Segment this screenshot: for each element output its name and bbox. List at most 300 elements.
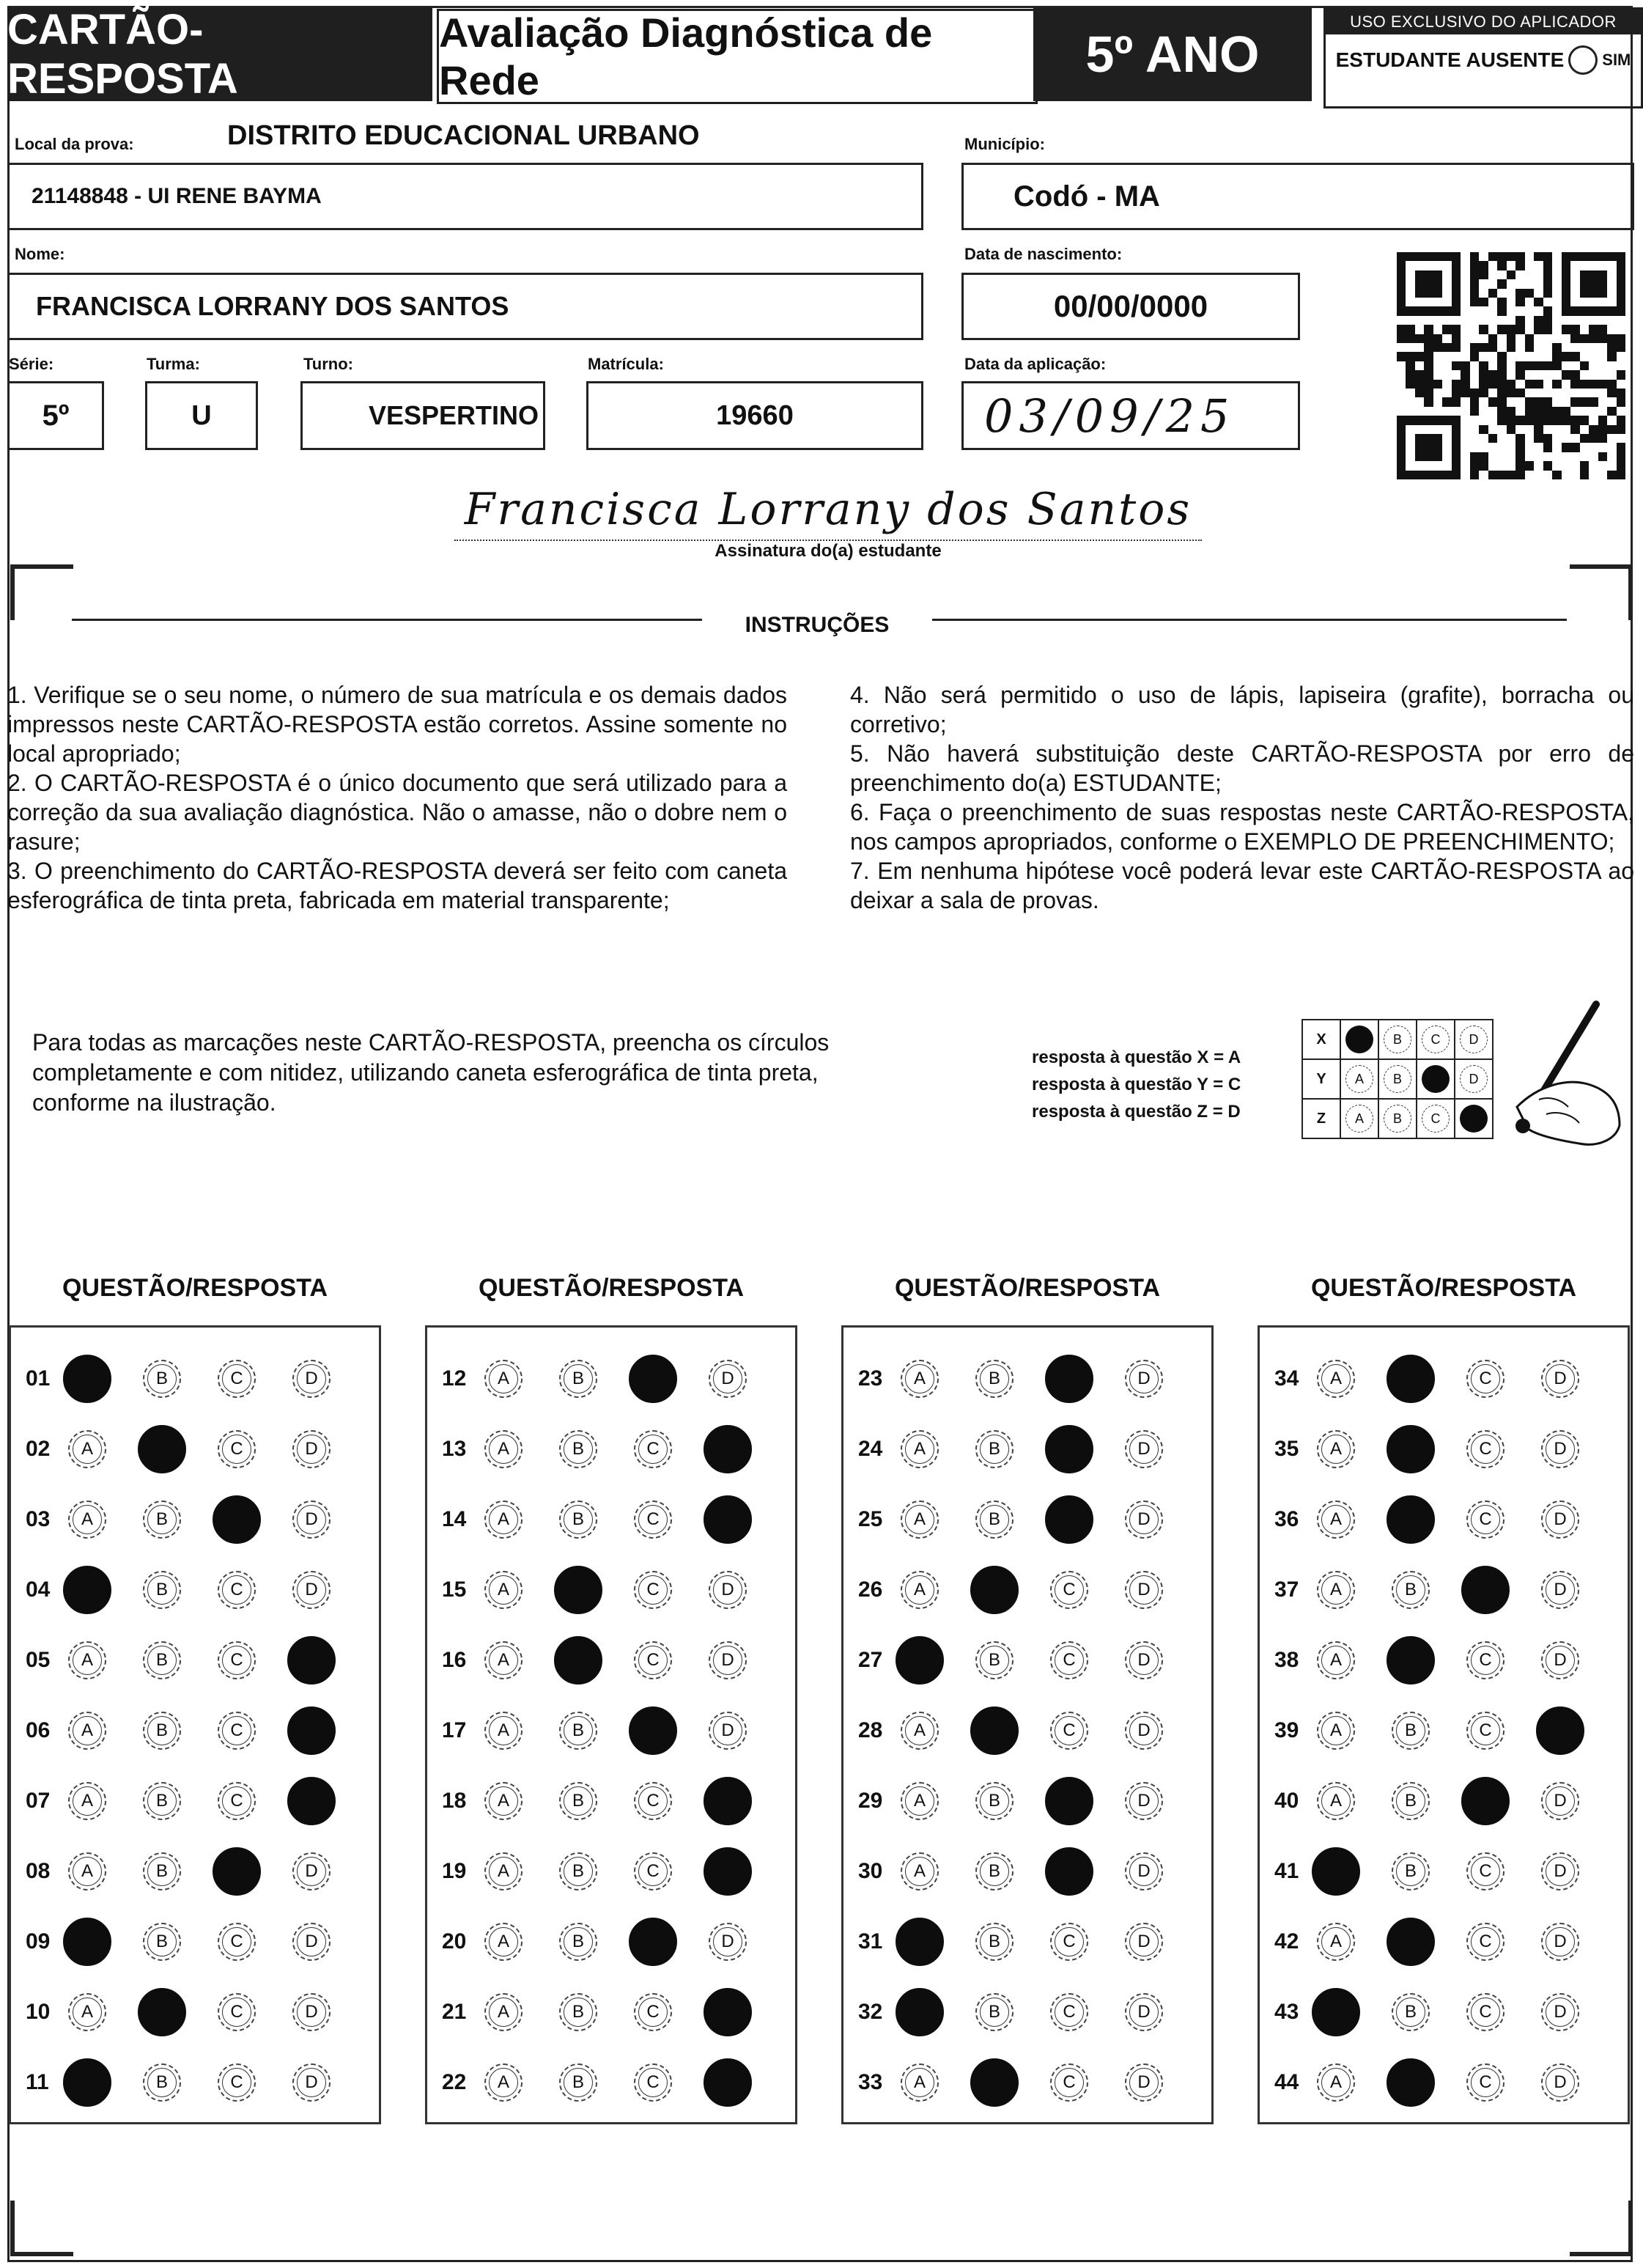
- qr-module: [1617, 343, 1625, 352]
- qr-module: [1461, 434, 1469, 443]
- answer-bubble-b[interactable]: [143, 2063, 181, 2102]
- answer-bubble-a[interactable]: [63, 1918, 111, 1966]
- bubble-letter: [713, 1786, 742, 1816]
- answer-bubble-d[interactable]: [1125, 2063, 1163, 2102]
- answer-bubble-c[interactable]: [634, 1430, 672, 1468]
- answer-bubble-d[interactable]: [1125, 1360, 1163, 1398]
- qr-module: [1507, 298, 1515, 306]
- answer-bubble-d[interactable]: [292, 1501, 331, 1539]
- answer-bubble-b[interactable]: [975, 1923, 1014, 1961]
- qr-module: [1589, 434, 1598, 443]
- bubble-letter: D: [297, 1927, 326, 1956]
- answer-bubble-c[interactable]: [1045, 1425, 1093, 1473]
- answer-bubble-a[interactable]: [63, 2058, 111, 2107]
- qr-module: [1589, 270, 1598, 279]
- qr-module: [1617, 397, 1625, 406]
- answer-bubble-b[interactable]: [1387, 1495, 1435, 1544]
- bubble-letter: C: [1055, 1646, 1084, 1675]
- answer-bubble-d[interactable]: [709, 1923, 747, 1961]
- answer-bubble-a[interactable]: [1317, 2063, 1355, 2102]
- answer-bubble-a[interactable]: [68, 1501, 106, 1539]
- answer-bubble-c[interactable]: [1050, 1641, 1088, 1679]
- answer-bubble-d[interactable]: [709, 1571, 747, 1609]
- answer-bubble-d[interactable]: [704, 1847, 752, 1896]
- answer-bubble-c[interactable]: [213, 1847, 261, 1896]
- bubble-letter: [713, 1998, 742, 2027]
- answer-bubble-d[interactable]: [292, 1852, 331, 1890]
- answer-bubble-d[interactable]: [292, 1360, 331, 1398]
- qr-module: [1543, 361, 1552, 370]
- qr-module: [1479, 261, 1488, 270]
- qr-module: [1433, 407, 1442, 416]
- answer-bubble-d[interactable]: [287, 1636, 336, 1685]
- bubble-letter: A: [73, 1505, 102, 1534]
- answer-column-1: [9, 1325, 381, 2124]
- answer-bubble-c[interactable]: [1466, 1993, 1504, 2031]
- answer-bubble-c[interactable]: [634, 1571, 672, 1609]
- qr-module: [1515, 279, 1524, 288]
- answer-bubble-b[interactable]: [559, 1782, 597, 1820]
- qr-module: [1470, 370, 1479, 379]
- answer-bubble-c[interactable]: [1045, 1777, 1093, 1825]
- qr-module: [1525, 370, 1534, 379]
- answer-bubble-c[interactable]: [1466, 1923, 1504, 1961]
- qr-module: [1442, 334, 1451, 343]
- answer-bubble-a[interactable]: [1317, 1430, 1355, 1468]
- qr-module: [1461, 361, 1469, 370]
- qr-module: [1452, 306, 1461, 315]
- question-number: 38: [1274, 1648, 1299, 1672]
- qr-module: [1580, 252, 1589, 261]
- aplicacao-field: 03/09/25: [961, 381, 1300, 450]
- qr-module: [1617, 452, 1625, 461]
- answer-bubble-c[interactable]: [218, 1571, 256, 1609]
- bubble-letter: D: [297, 1435, 326, 1464]
- example-row: [1302, 1099, 1493, 1138]
- answer-bubble-c[interactable]: [629, 1706, 677, 1755]
- answer-bubble-a[interactable]: [68, 1993, 106, 2031]
- answer-bubble-a[interactable]: [484, 1923, 523, 1961]
- bubble-letter: C: [1055, 1998, 1084, 2027]
- answer-bubble-a[interactable]: [901, 2063, 939, 2102]
- qr-module: [1507, 316, 1515, 325]
- answer-bubble-a[interactable]: [901, 1430, 939, 1468]
- qr-module: [1433, 471, 1442, 479]
- instructions-right-column: [850, 680, 1634, 915]
- answer-bubble-b[interactable]: [559, 1360, 597, 1398]
- answer-bubble-b[interactable]: [554, 1566, 602, 1614]
- answer-bubble-b[interactable]: [138, 1425, 186, 1473]
- answer-bubble-d[interactable]: [1541, 1571, 1579, 1609]
- answer-bubble-c[interactable]: [218, 1993, 256, 2031]
- answer-bubble-b[interactable]: [559, 1430, 597, 1468]
- absent-checkbox[interactable]: [1568, 45, 1598, 75]
- qr-module: [1461, 298, 1469, 306]
- qr-module: [1570, 343, 1579, 352]
- answer-bubble-a[interactable]: [68, 1782, 106, 1820]
- answer-bubble-b[interactable]: [143, 1360, 181, 1398]
- qr-module: [1552, 298, 1561, 306]
- qr-module: [1461, 334, 1469, 343]
- qr-module: [1552, 425, 1561, 434]
- qr-module: [1461, 471, 1469, 479]
- answer-bubble-d[interactable]: [1125, 1430, 1163, 1468]
- answer-bubble-b[interactable]: [554, 1636, 602, 1685]
- question-row: [11, 1638, 379, 1682]
- qr-module: [1607, 434, 1616, 443]
- qr-module: [1415, 370, 1424, 379]
- qr-module: [1534, 416, 1543, 424]
- answer-bubble-c[interactable]: [218, 2063, 256, 2102]
- answer-bubble-d[interactable]: [292, 2063, 331, 2102]
- answer-bubble-d[interactable]: [1541, 1641, 1579, 1679]
- qr-module: [1552, 416, 1561, 424]
- answer-bubble-c[interactable]: [634, 2063, 672, 2102]
- qr-module: [1552, 252, 1561, 261]
- answer-bubble-c[interactable]: [629, 1918, 677, 1966]
- bubble-letter: B: [980, 1646, 1009, 1675]
- qr-module: [1452, 279, 1461, 288]
- answer-bubble-d[interactable]: [1125, 1712, 1163, 1750]
- answer-bubble-b[interactable]: [975, 1641, 1014, 1679]
- answer-bubble-c[interactable]: [1466, 1430, 1504, 1468]
- answer-bubble-b[interactable]: [975, 1852, 1014, 1890]
- answer-bubble-d[interactable]: [1125, 1571, 1163, 1609]
- bubble-letter: D: [1129, 1505, 1159, 1534]
- bubble-letter: A: [905, 1716, 934, 1745]
- qr-module: [1589, 316, 1598, 325]
- qr-module: [1424, 461, 1433, 470]
- question-number: 23: [858, 1366, 883, 1391]
- qr-module: [1497, 325, 1506, 334]
- answer-bubble-a[interactable]: [68, 1852, 106, 1890]
- question-row: [11, 1779, 379, 1823]
- question-number: 07: [26, 1789, 51, 1813]
- answer-bubble-c[interactable]: [213, 1495, 261, 1544]
- answer-bubble-b[interactable]: [1387, 1918, 1435, 1966]
- answer-bubble-c[interactable]: [1466, 1852, 1504, 1890]
- answer-bubble-b[interactable]: [970, 1706, 1019, 1755]
- qr-module: [1617, 261, 1625, 270]
- answer-bubble-c[interactable]: [1466, 1360, 1504, 1398]
- answer-bubble-d[interactable]: [1125, 1501, 1163, 1539]
- bubble-letter: B: [564, 1364, 593, 1393]
- qr-module: [1570, 261, 1579, 270]
- answer-bubble-a[interactable]: [1312, 1847, 1360, 1896]
- answer-bubble-c[interactable]: [218, 1430, 256, 1468]
- qr-module: [1415, 434, 1424, 443]
- answer-bubble-d[interactable]: [709, 1360, 747, 1398]
- answer-bubble-b[interactable]: [1392, 1993, 1430, 2031]
- local-district: DISTRITO EDUCACIONAL URBANO: [227, 120, 700, 151]
- answer-bubble-c[interactable]: [1461, 1566, 1510, 1614]
- answer-bubble-a[interactable]: [1317, 1712, 1355, 1750]
- answer-bubble-a[interactable]: [484, 1641, 523, 1679]
- qr-module: [1525, 316, 1534, 325]
- answer-bubble-a[interactable]: [901, 1712, 939, 1750]
- answer-bubble-a[interactable]: [901, 1571, 939, 1609]
- answer-bubble-d[interactable]: [292, 1993, 331, 2031]
- answer-bubble-c[interactable]: [1045, 1847, 1093, 1896]
- answer-bubble-c[interactable]: [218, 1641, 256, 1679]
- answer-bubble-a[interactable]: [484, 1571, 523, 1609]
- answer-bubble-c[interactable]: [218, 1712, 256, 1750]
- answer-bubble-a[interactable]: [63, 1566, 111, 1614]
- answer-bubble-a[interactable]: [68, 1712, 106, 1750]
- answer-bubble-a[interactable]: [484, 1360, 523, 1398]
- answer-bubble-c[interactable]: [1050, 2063, 1088, 2102]
- qr-module: [1607, 261, 1616, 270]
- answer-bubble-d[interactable]: [704, 1777, 752, 1825]
- qr-module: [1589, 352, 1598, 361]
- answer-bubble-d[interactable]: [1541, 1360, 1579, 1398]
- answer-bubble-b[interactable]: [1387, 1355, 1435, 1403]
- example-cell: [1455, 1099, 1493, 1138]
- answer-bubble-a[interactable]: [896, 1918, 944, 1966]
- answer-bubble-b[interactable]: [143, 1782, 181, 1820]
- answer-bubble-a[interactable]: [484, 1852, 523, 1890]
- answer-bubble-a[interactable]: [1317, 1782, 1355, 1820]
- answer-bubble-a[interactable]: [484, 1430, 523, 1468]
- answer-bubble-a[interactable]: [63, 1355, 111, 1403]
- answer-bubble-d[interactable]: [1125, 1923, 1163, 1961]
- qr-module: [1406, 270, 1414, 279]
- answer-bubble-b[interactable]: [138, 1988, 186, 2036]
- question-row: [11, 1568, 379, 1612]
- qr-module: [1543, 270, 1552, 279]
- answer-bubble-d[interactable]: [287, 1706, 336, 1755]
- qr-module: [1497, 306, 1506, 315]
- qr-module: [1442, 279, 1451, 288]
- qr-module: [1525, 279, 1534, 288]
- qr-module: [1488, 261, 1497, 270]
- bubble-letter: [222, 1505, 251, 1534]
- answer-bubble-c[interactable]: [1050, 1923, 1088, 1961]
- qr-module: [1598, 325, 1607, 334]
- answer-bubble-b[interactable]: [559, 1852, 597, 1890]
- answer-bubble-a[interactable]: [1317, 1571, 1355, 1609]
- qr-module: [1470, 316, 1479, 325]
- answer-bubble-b[interactable]: [143, 1641, 181, 1679]
- answer-bubble-d[interactable]: [1541, 1923, 1579, 1961]
- answer-bubble-a[interactable]: [901, 1501, 939, 1539]
- example-cell: [1340, 1099, 1378, 1138]
- answer-bubble-b[interactable]: [1392, 1782, 1430, 1820]
- bubble-letter: C: [638, 2068, 668, 2097]
- answer-bubble-b[interactable]: [975, 1430, 1014, 1468]
- answer-bubble-a[interactable]: [1312, 1988, 1360, 2036]
- answer-bubble-b[interactable]: [1387, 1636, 1435, 1685]
- answer-bubble-d[interactable]: [1125, 1782, 1163, 1820]
- answer-bubble-d[interactable]: [1125, 1852, 1163, 1890]
- qr-module: [1580, 334, 1589, 343]
- answer-bubble-c[interactable]: [634, 1641, 672, 1679]
- answer-bubble-c[interactable]: [634, 1993, 672, 2031]
- qr-module: [1415, 397, 1424, 406]
- answer-bubble-d[interactable]: [1541, 1782, 1579, 1820]
- answer-bubble-c[interactable]: [1461, 1777, 1510, 1825]
- answer-bubble-b[interactable]: [1387, 1425, 1435, 1473]
- answer-bubble-c[interactable]: [1045, 1355, 1093, 1403]
- answer-bubble-a[interactable]: [484, 2063, 523, 2102]
- answer-bubble-b[interactable]: [1392, 1852, 1430, 1890]
- answer-bubble-b[interactable]: [975, 1501, 1014, 1539]
- answer-bubble-d[interactable]: [1541, 1501, 1579, 1539]
- answer-bubble-a[interactable]: [1317, 1641, 1355, 1679]
- qr-module: [1507, 434, 1515, 443]
- answer-bubble-a[interactable]: [1317, 1360, 1355, 1398]
- answer-bubble-b[interactable]: [559, 1501, 597, 1539]
- answer-bubble-b[interactable]: [970, 2058, 1019, 2107]
- bubble-letter: B: [564, 1998, 593, 2027]
- bubble-letter: D: [1129, 1927, 1159, 1956]
- answer-bubble-d[interactable]: [704, 2058, 752, 2107]
- answer-bubble-a[interactable]: [1317, 1501, 1355, 1539]
- bubble-letter: [297, 1646, 326, 1675]
- answer-bubble-d[interactable]: [1541, 1430, 1579, 1468]
- answer-bubble-d[interactable]: [292, 1923, 331, 1961]
- question-row: [1260, 1849, 1628, 1893]
- answer-bubble-d[interactable]: [1536, 1706, 1584, 1755]
- qr-module: [1507, 397, 1515, 406]
- question-row: [1260, 1638, 1628, 1682]
- title-avaliacao: Avaliação Diagnóstica de Rede: [437, 9, 1038, 104]
- question-number: 39: [1274, 1718, 1299, 1742]
- answer-bubble-c[interactable]: [1050, 1712, 1088, 1750]
- answer-bubble-a[interactable]: [68, 1430, 106, 1468]
- answer-bubble-c[interactable]: [218, 1923, 256, 1961]
- example-cell: [1378, 1099, 1417, 1138]
- answer-bubble-d[interactable]: [1125, 1993, 1163, 2031]
- answer-bubble-a[interactable]: [901, 1852, 939, 1890]
- answer-bubble-d[interactable]: [1125, 1641, 1163, 1679]
- answer-bubble-a[interactable]: [484, 1712, 523, 1750]
- answer-bubble-b[interactable]: [143, 1501, 181, 1539]
- question-number: 12: [442, 1366, 467, 1391]
- answer-bubble-c[interactable]: [1050, 1571, 1088, 1609]
- answer-bubble-c[interactable]: [1466, 1501, 1504, 1539]
- qr-module: [1488, 370, 1497, 379]
- qr-module: [1562, 298, 1570, 306]
- answer-bubble-a[interactable]: [484, 1501, 523, 1539]
- qr-module: [1470, 325, 1479, 334]
- answer-bubble-b[interactable]: [1392, 1571, 1430, 1609]
- qr-module: [1589, 334, 1598, 343]
- answer-bubble-b[interactable]: [559, 2063, 597, 2102]
- answer-bubble-b[interactable]: [1387, 2058, 1435, 2107]
- qr-module: [1515, 270, 1524, 279]
- qr-module: [1562, 389, 1570, 397]
- qr-module: [1562, 471, 1570, 479]
- bubble-letter: [638, 1364, 668, 1393]
- qr-module: [1406, 343, 1414, 352]
- qr-module: [1607, 361, 1616, 370]
- bubble-letter: C: [1471, 1716, 1500, 1745]
- answer-bubble-b[interactable]: [1392, 1712, 1430, 1750]
- answer-bubble-c[interactable]: [1466, 2063, 1504, 2102]
- question-number: 03: [26, 1507, 51, 1531]
- answer-bubble-b[interactable]: [143, 1571, 181, 1609]
- answer-bubble-c[interactable]: [634, 1501, 672, 1539]
- answer-bubble-b[interactable]: [970, 1566, 1019, 1614]
- qr-module: [1534, 289, 1543, 298]
- bubble-letter: A: [1321, 1364, 1351, 1393]
- answer-bubble-c[interactable]: [1466, 1641, 1504, 1679]
- answer-bubble-b[interactable]: [559, 1712, 597, 1750]
- qr-module: [1589, 452, 1598, 461]
- answer-bubble-b[interactable]: [143, 1923, 181, 1961]
- answer-bubble-d[interactable]: [1541, 1993, 1579, 2031]
- answer-bubble-a[interactable]: [901, 1782, 939, 1820]
- answer-bubble-c[interactable]: [1466, 1712, 1504, 1750]
- answer-bubble-a[interactable]: [484, 1782, 523, 1820]
- answer-bubble-d[interactable]: [704, 1495, 752, 1544]
- answer-bubble-a[interactable]: [1317, 1923, 1355, 1961]
- bubble-letter: C: [638, 1998, 668, 2027]
- qr-module: [1415, 261, 1424, 270]
- answer-bubble-d[interactable]: [292, 1430, 331, 1468]
- qr-module: [1507, 325, 1515, 334]
- answer-bubble-b[interactable]: [975, 1993, 1014, 2031]
- answer-bubble-a[interactable]: [896, 1988, 944, 2036]
- bubble-letter: [1471, 1575, 1500, 1605]
- answer-bubble-b[interactable]: [143, 1712, 181, 1750]
- bubble-letter: A: [1321, 2068, 1351, 2097]
- bubble-letter: [1055, 1435, 1084, 1464]
- qr-module: [1442, 352, 1451, 361]
- qr-module: [1397, 298, 1406, 306]
- qr-module: [1433, 298, 1442, 306]
- answer-bubble-d[interactable]: [704, 1425, 752, 1473]
- qr-module: [1607, 343, 1616, 352]
- answer-bubble-b[interactable]: [559, 1993, 597, 2031]
- answer-bubble-b[interactable]: [143, 1852, 181, 1890]
- answer-bubble-c[interactable]: [218, 1360, 256, 1398]
- bubble-letter: [638, 1927, 668, 1956]
- answer-bubble-d[interactable]: [1541, 1852, 1579, 1890]
- qr-module: [1470, 425, 1479, 434]
- answer-bubble-d[interactable]: [704, 1988, 752, 2036]
- answer-bubble-d[interactable]: [709, 1712, 747, 1750]
- answer-bubble-c[interactable]: [634, 1852, 672, 1890]
- answer-bubble-b[interactable]: [975, 1782, 1014, 1820]
- answer-bubble-c[interactable]: [1045, 1495, 1093, 1544]
- answer-bubble-b[interactable]: [975, 1360, 1014, 1398]
- answer-bubble-a[interactable]: [896, 1636, 944, 1685]
- qr-module: [1397, 452, 1406, 461]
- answer-bubble-d[interactable]: [709, 1641, 747, 1679]
- answer-bubble-c[interactable]: [629, 1355, 677, 1403]
- qr-module: [1461, 380, 1469, 389]
- qr-module: [1397, 325, 1406, 334]
- answer-bubble-c[interactable]: [1050, 1993, 1088, 2031]
- bubble-letter: C: [1055, 1927, 1084, 1956]
- qr-module: [1452, 298, 1461, 306]
- qr-module: [1515, 397, 1524, 406]
- qr-module: [1424, 343, 1433, 352]
- qr-module: [1470, 380, 1479, 389]
- answer-bubble-d[interactable]: [292, 1571, 331, 1609]
- qr-module: [1617, 416, 1625, 424]
- answer-bubble-b[interactable]: [559, 1923, 597, 1961]
- answer-bubble-d[interactable]: [1541, 2063, 1579, 2102]
- answer-bubble-c[interactable]: [634, 1782, 672, 1820]
- answer-bubble-a[interactable]: [484, 1993, 523, 2031]
- answer-bubble-a[interactable]: [901, 1360, 939, 1398]
- answer-bubble-a[interactable]: [68, 1641, 106, 1679]
- answer-bubble-c[interactable]: [218, 1782, 256, 1820]
- answer-bubble-d[interactable]: [287, 1777, 336, 1825]
